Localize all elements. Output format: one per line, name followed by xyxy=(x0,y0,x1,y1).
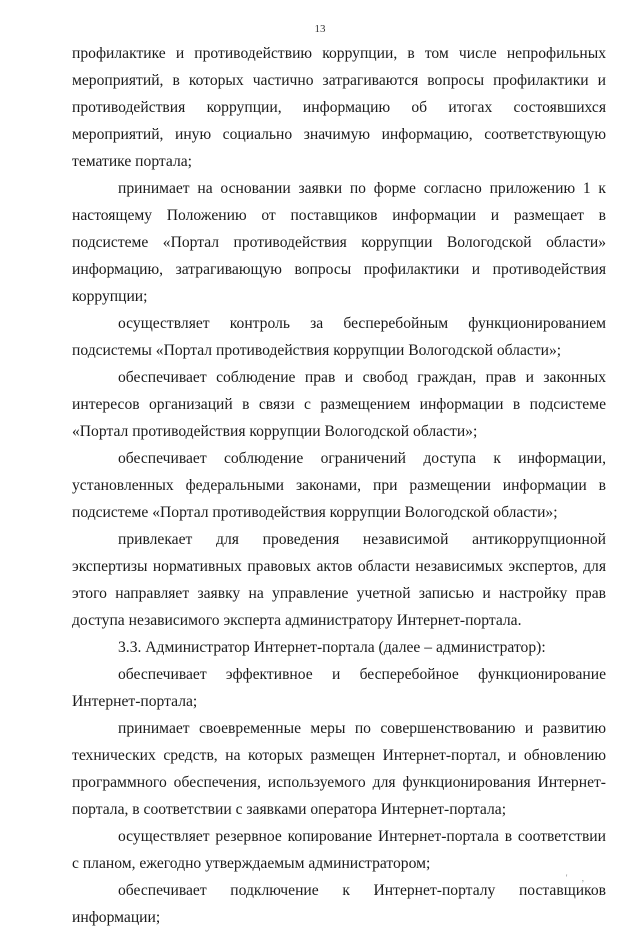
paragraph-controls-operation: осуществляет контроль за бесперебойным функционированием подсистемы «Портал противодействия коррупции Вологодской области»; xyxy=(72,315,606,359)
paragraph-backup: осуществляет резервное копирование Интернет-портала в соответствии с планом, ежегодно утверждаемым администратором; xyxy=(72,828,606,872)
paragraph-accepts-requests: принимает на основании заявки по форме согласно приложению 1 к настоящему Положению от поставщиков информации и размещает в подсистеме «Портал противодействия коррупции Вологодской области» информацию, затрагивающую вопросы профилактики и противодействия коррупции; xyxy=(72,180,606,305)
paragraph-ensures-rights: обеспечивает соблюдение прав и свобод граждан, прав и законных интересов организаций в связи с размещением информации в подсистеме «Портал противодействия коррупции Вологодской области»; xyxy=(72,369,606,440)
paragraph-section-3-3-heading: 3.3. Администратор Интернет-портала (далее – администратор): xyxy=(118,639,546,656)
document-body xyxy=(72,40,606,931)
paragraph-ensures-functioning: обеспечивает эффективное и бесперебойное функционирование Интернет-портала; xyxy=(72,666,606,710)
page-number: 13 xyxy=(314,23,326,35)
scan-marks: ' , xyxy=(565,873,590,883)
paragraph-improves-technical-means: принимает своевременные меры по совершенствованию и развитию технических средств, на которых размещен Интернет-портал, и обновлению программного обеспечения, используемого для функционирования Интернет-портала, в соответствии с заявками оператора Интернет-портала; xyxy=(72,720,606,818)
paragraph-engages-experts: привлекает для проведения независимой антикоррупционной экспертизы нормативных правовых актов области независимых экспертов, для этого направляет заявку на управление учетной записью и настройку прав доступа независимого эксперта администратору Интернет-портала. xyxy=(72,531,606,629)
paragraph-ensures-access-limits: обеспечивает соблюдение ограничений доступа к информации, установленных федеральными законами, при размещении информации в подсистеме «Портал противодействия коррупции Вологодской области»; xyxy=(72,450,606,521)
paragraph-connects-providers: обеспечивает подключение к Интернет-порталу поставщиков информации; xyxy=(72,882,606,926)
paragraph-continuation: профилактике и противодействию коррупции, в том числе непрофильных мероприятий, в которых частично затрагиваются вопросы профилактики и противодействия коррупции, информацию об итогах состоявшихся мероприятий, иную социально значимую информацию, соответствующую тематике портала; xyxy=(72,45,606,170)
